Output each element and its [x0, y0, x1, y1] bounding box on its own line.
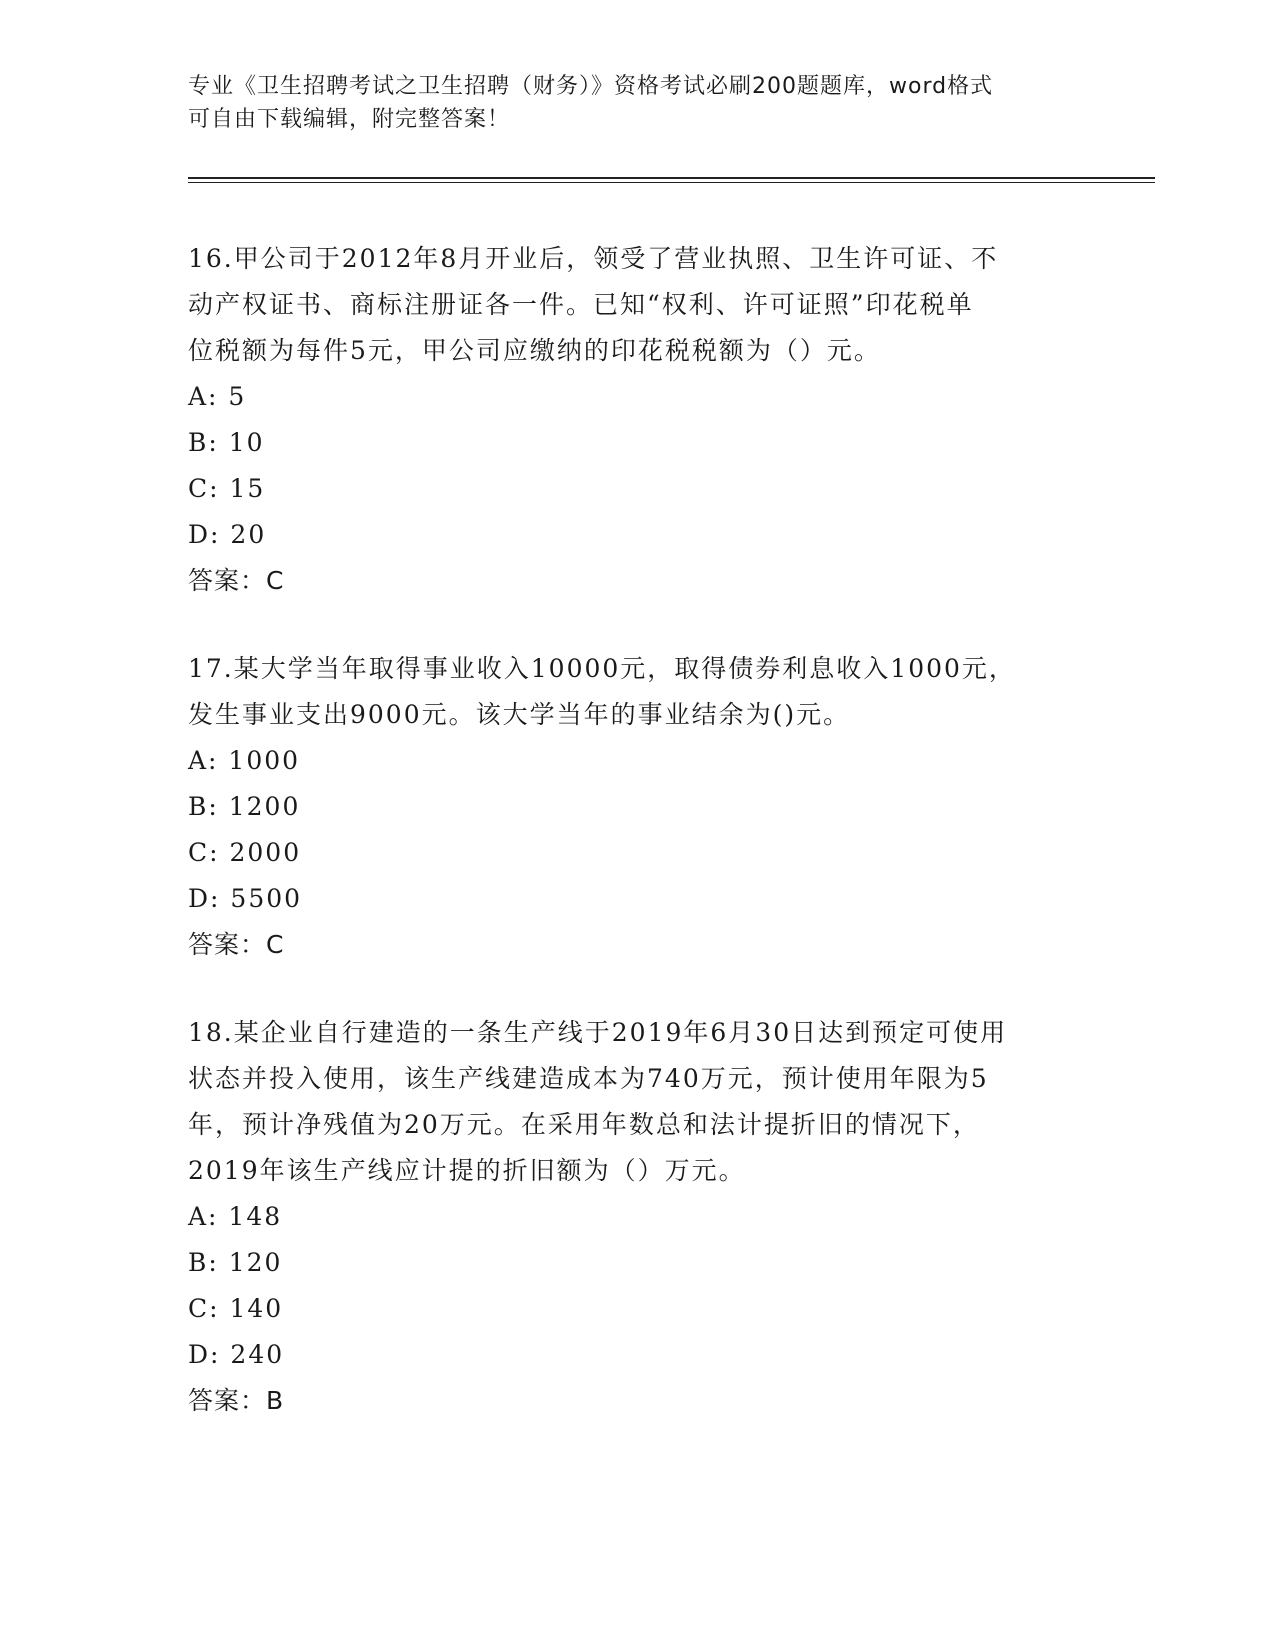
question-text-line: 发生事业支出9000元。该大学当年的事业结余为()元。	[188, 700, 851, 729]
question-text-line: 位税额为每件5元，甲公司应缴纳的印花税税额为（）元。	[188, 336, 881, 365]
option-b: B: 10	[188, 428, 265, 457]
header-title-line-1: 专业《卫生招聘考试之卫生招聘（财务）》资格考试必刷200题题库，word格式	[188, 74, 994, 99]
question-text-line: 17.某大学当年取得事业收入10000元，取得债券利息收入1000元，	[188, 654, 1016, 683]
question-text-line: 动产权证书、商标注册证各一件。已知“权利、许可证照”印花税单	[188, 290, 974, 319]
option-a: A: 148	[188, 1202, 283, 1231]
answer-line: 答案：C	[188, 566, 285, 595]
question-list	[188, 236, 1088, 1466]
question-18	[188, 1010, 1088, 1424]
option-b: B: 120	[188, 1248, 283, 1277]
question-text-line: 年，预计净残值为20万元。在采用年数总和法计提折旧的情况下，	[188, 1110, 980, 1139]
option-c: C: 2000	[188, 838, 302, 867]
question-text-line: 18.某企业自行建造的一条生产线于2019年6月30日达到预定可使用	[188, 1018, 1008, 1047]
question-text-line: 2019年该生产线应计提的折旧额为（）万元。	[188, 1156, 746, 1185]
option-b: B: 1200	[188, 792, 301, 821]
option-d: D: 20	[188, 520, 267, 549]
header-divider	[188, 177, 1155, 179]
answer-line: 答案：B	[188, 1386, 285, 1415]
option-d: D: 240	[188, 1340, 285, 1369]
option-d: D: 5500	[188, 884, 303, 913]
question-16	[188, 236, 1088, 604]
option-c: C: 140	[188, 1294, 284, 1323]
document-header	[188, 70, 1068, 136]
option-a: A: 1000	[188, 746, 301, 775]
header-title-line-2: 可自由下载编辑，附完整答案！	[188, 107, 511, 132]
option-c: C: 15	[188, 474, 266, 503]
option-a: A: 5	[188, 382, 247, 411]
answer-line: 答案：C	[188, 930, 285, 959]
question-text-line: 16.甲公司于2012年8月开业后，领受了营业执照、卫生许可证、不	[188, 244, 999, 273]
question-17	[188, 646, 1088, 968]
header-divider-thin	[188, 182, 1155, 183]
question-text-line: 状态并投入使用，该生产线建造成本为740万元，预计使用年限为5	[188, 1064, 989, 1093]
